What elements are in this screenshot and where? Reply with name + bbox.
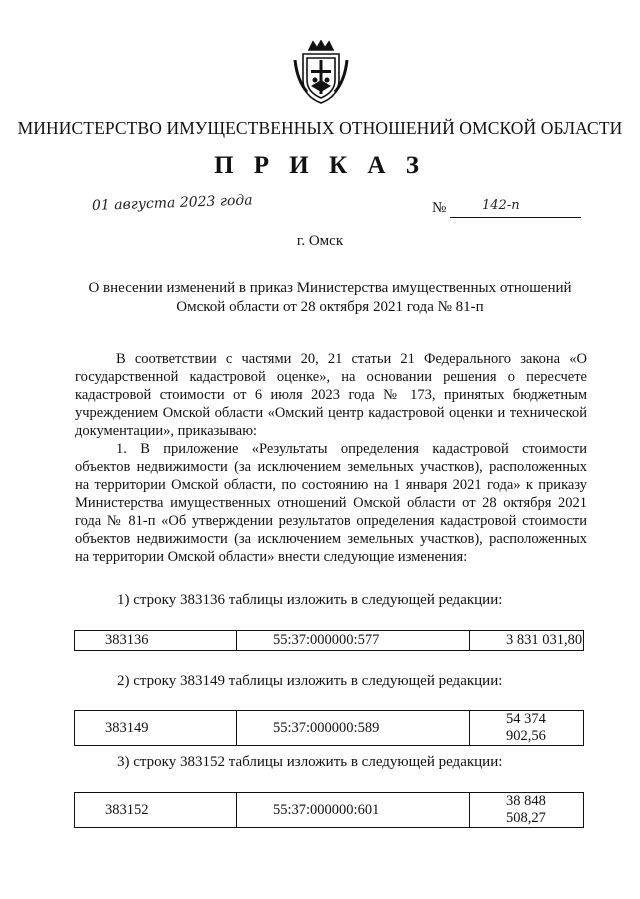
replacement-row-table-2 [74, 710, 584, 746]
cadastral-number-cell: 55:37:000000:601 [237, 793, 470, 828]
cadastral-value-cell: 3 831 031,80 [470, 631, 584, 651]
subject-line-1: О внесении изменений в приказ Министерства имущественных отношений [88, 280, 572, 296]
row-id-cell: 383136 [75, 631, 237, 651]
replacement-row-table-1 [74, 630, 584, 651]
cadastral-value-cell: 54 374 902,56 [470, 711, 584, 746]
cadastral-number-cell: 55:37:000000:577 [237, 631, 470, 651]
item-1-paragraph: 1. В приложение «Результаты определения кадастровой стоимости объектов недвижимости (за исключением земельных участков), расположенных на территории Омской области, по состоянию на 1 января 2021 года» к приказу Министерства имущественных отношений Омской области от 28 октября 2021 года № 81-п «Об утверждении результатов определения кадастровой стоимости объектов недвижимости (за исключением земельных участков), расположенных на территории Омской области» внести следующие изменения: [75, 441, 587, 565]
city: г. Омск [296, 233, 344, 249]
document-type-title: П Р И К А З [214, 152, 426, 179]
preamble-paragraph: В соответствии с частями 20, 21 статьи 21 Федерального закона «О государственной кадастровой оценке», на основании решения о пересчете кадастровой стоимости от 6 июля 2023 года № 173, принятых бюджетным учреждением Омской области «Омский центр кадастровой оценки и технической документации», приказываю: [75, 351, 587, 439]
row-id-cell: 383149 [75, 711, 237, 746]
number-sign: № [432, 200, 447, 216]
table-row [75, 631, 584, 651]
table-row [75, 711, 584, 746]
subject-line-2: Омской области от 28 октября 2021 года № 81-п [176, 299, 484, 315]
row-instruction-2: 2) строку 383149 таблицы изложить в следующей редакции: [117, 673, 503, 689]
replacement-row-table-3 [74, 792, 584, 828]
cadastral-number-cell: 55:37:000000:589 [237, 711, 470, 746]
order-number-block [432, 200, 582, 220]
row-instruction-1: 1) строку 383136 таблицы изложить в следующей редакции: [117, 592, 503, 608]
cadastral-value-cell: 38 848 508,27 [470, 793, 584, 828]
table-row [75, 793, 584, 828]
order-subject [60, 279, 600, 317]
order-number: 142-п [482, 198, 520, 213]
number-underline [450, 217, 581, 218]
order-body [75, 350, 587, 566]
row-id-cell: 383152 [75, 793, 237, 828]
omsk-coat-of-arms-icon [291, 40, 351, 106]
row-instruction-3: 3) строку 383152 таблицы изложить в следующей редакции: [117, 754, 503, 770]
ministry-name: МИНИСТЕРСТВО ИМУЩЕСТВЕННЫХ ОТНОШЕНИЙ ОМСКОЙ ОБЛАСТИ [17, 118, 623, 138]
order-date: 01 августа 2023 года [91, 192, 253, 214]
